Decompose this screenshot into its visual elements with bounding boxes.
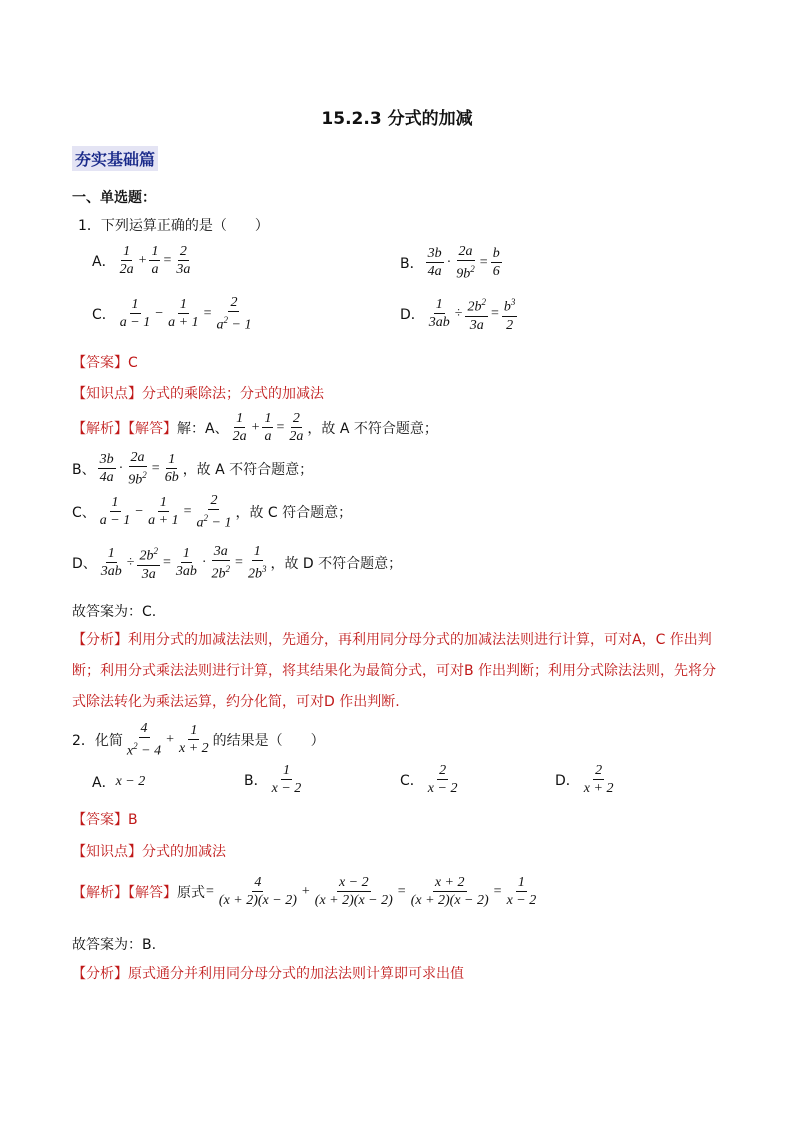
option-letter: B． [400, 255, 424, 272]
q1-knowledge-point: 【知识点】分式的乘除法；分式的加减法 [72, 386, 324, 402]
q2-option-d[interactable]: D． $\frac{2}{x + 2}$ [555, 763, 614, 796]
page-title: 15.2.3 分式的加减 [321, 109, 473, 129]
option-letter: A． [92, 775, 116, 791]
q2-solution: 【解析】【解答】 原式 = $\frac{4}{(x + 2)(x - 2)}$ + $\frac{x - 2}{(x + 2)(x - 2)}$ = $\frac{x + 2}{(x + 2)(x - 2)}$ = $\frac{1}{x - 2}$ [72, 875, 537, 908]
q1-option-b[interactable]: B． $\frac{3b}{4a}$ · $\frac{2a}{9b^2}$ = $\frac{b}{6}$ [400, 244, 500, 282]
q1-conclusion: 故答案为：C. [72, 604, 157, 620]
question-type-heading: 一、单选题： [72, 190, 156, 206]
q2-option-a[interactable]: A． x − 2 [92, 774, 146, 791]
q2-conclusion: 故答案为：B. [72, 937, 157, 953]
option-letter: D． [555, 772, 580, 789]
q1-solution-d: D、 $\frac{1}{3ab}$ ÷ $\frac{2b^2}{3a}$ = $\frac{1}{3ab}$ · $\frac{3a}{2b^2}$ = $\frac{1}{2b^3}$ ，故 D 不符合题意； [72, 544, 403, 582]
q1-solution-a: 【解析】【解答】 解：A、 $\frac{1}{2a}$ + $\frac{1}{a}$ = $\frac{2}{2a}$ ，故 A 不符合题意； [72, 411, 438, 444]
q2-answer: 【答案】B [72, 812, 138, 828]
q2-stem: 2．化简 $\frac{4}{x^2 - 4}$ + $\frac{1}{x + 2}$ 的结果是（ ） [72, 721, 325, 759]
q2-knowledge-point: 【知识点】分式的加减法 [72, 844, 226, 860]
q2-option-c[interactable]: C． $\frac{2}{x - 2}$ [400, 763, 458, 796]
option-letter: B． [244, 772, 268, 789]
q1-option-d[interactable]: D． $\frac{1}{3ab}$ ÷ $\frac{2b^2}{3a}$ = $\frac{b^3}{2}$ [400, 294, 519, 334]
q1-option-c[interactable]: C． $\frac{1}{a - 1}$ − $\frac{1}{a + 1}$ = $\frac{2}{a^2 - 1}$ [92, 295, 252, 333]
q1-solution-b: B、 $\frac{3b}{4a}$ · $\frac{2a}{9b^2}$ = $\frac{1}{6b}$ ，故 A 不符合题意； [72, 450, 314, 488]
q1-answer: 【答案】C [72, 355, 138, 371]
option-letter: A． [92, 253, 116, 270]
q2-option-b[interactable]: B． $\frac{1}{x - 2}$ [244, 763, 302, 796]
q1-option-a[interactable]: A． $\frac{1}{2a}$ + $\frac{1}{a}$ = $\frac{2}{3a}$ [92, 244, 191, 277]
option-letter: C． [92, 306, 116, 323]
q1-solution-c: C、 $\frac{1}{a - 1}$ − $\frac{1}{a + 1}$ = $\frac{2}{a^2 - 1}$ ，故 C 符合题意； [72, 493, 353, 531]
q1-analysis: 【分析】利用分式的加减法法则，先通分，再利用同分母分式的加减法法则进行计算，可对A，C 作出判断；利用分式乘法法则进行计算，将其结果化为最简分式，可对B 作出判断；利用分式除法法则，先将分式除法转化为乘法运算，约分化简，可对D 作出判断. [72, 632, 717, 710]
option-letter: D． [400, 306, 425, 323]
q1-stem: 1．下列运算正确的是（ ） [78, 218, 269, 234]
section-heading: 夯实基础篇 [72, 146, 158, 171]
option-letter: C． [400, 772, 424, 789]
q2-analysis: 【分析】原式通分并利用同分母分式的加法法则计算即可求出值 [72, 966, 464, 982]
